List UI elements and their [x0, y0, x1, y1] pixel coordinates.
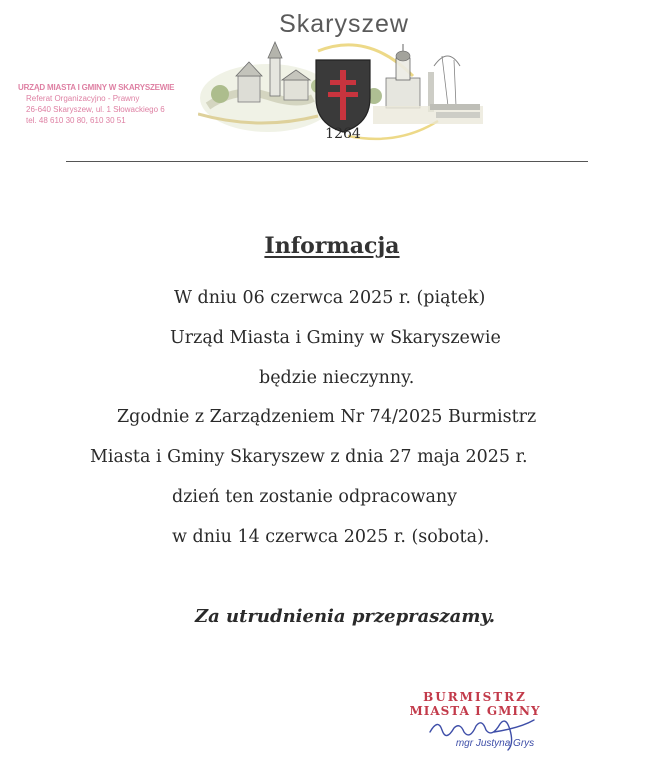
- body-line: będzie nieczynny.: [259, 368, 415, 388]
- document-title: Informacja: [264, 233, 400, 259]
- body-line: W dniu 06 czerwca 2025 r. (piątek): [174, 288, 486, 308]
- signatory-name: mgr Justyna Grys: [455, 738, 535, 749]
- stamp-line: Referat Organizacyjno - Prawny: [26, 94, 140, 103]
- body-line: Urząd Miasta i Gminy w Skaryszewie: [170, 328, 501, 348]
- coat-of-arms-shield: [316, 60, 370, 132]
- header-divider: [66, 161, 588, 162]
- church-sketch-right: [366, 44, 483, 124]
- body-line: w dniu 14 czerwca 2025 r. (sobota).: [172, 527, 490, 547]
- stamp-line: 26-640 Skaryszew, ul. 1 Słowackiego 6: [26, 105, 165, 114]
- town-sketch-left: [198, 42, 336, 132]
- office-stamp: [18, 82, 178, 126]
- body-line: dzień ten zostanie odpracowany: [172, 487, 458, 507]
- body-line: Zgodnie z Zarządzeniem Nr 74/2025 Burmistrz: [117, 407, 537, 427]
- stamp-line: URZĄD MIASTA I GMINY W SKARYSZEWIE: [18, 83, 175, 92]
- body-line: Miasta i Gminy Skaryszew z dnia 27 maja 2025 r.: [90, 447, 528, 467]
- closing-apology: Za utrudnienia przepraszamy.: [194, 606, 496, 627]
- town-name: Skaryszew: [279, 10, 409, 38]
- stamp-line: tel. 48 610 30 80, 610 30 51: [26, 116, 126, 125]
- stamp-title: BURMISTRZ: [423, 690, 527, 704]
- stamp-subtitle: MIASTA I GMINY: [409, 704, 541, 718]
- mayor-signature-stamp: [400, 690, 550, 760]
- coat-of-arms-year: 1264: [325, 126, 361, 142]
